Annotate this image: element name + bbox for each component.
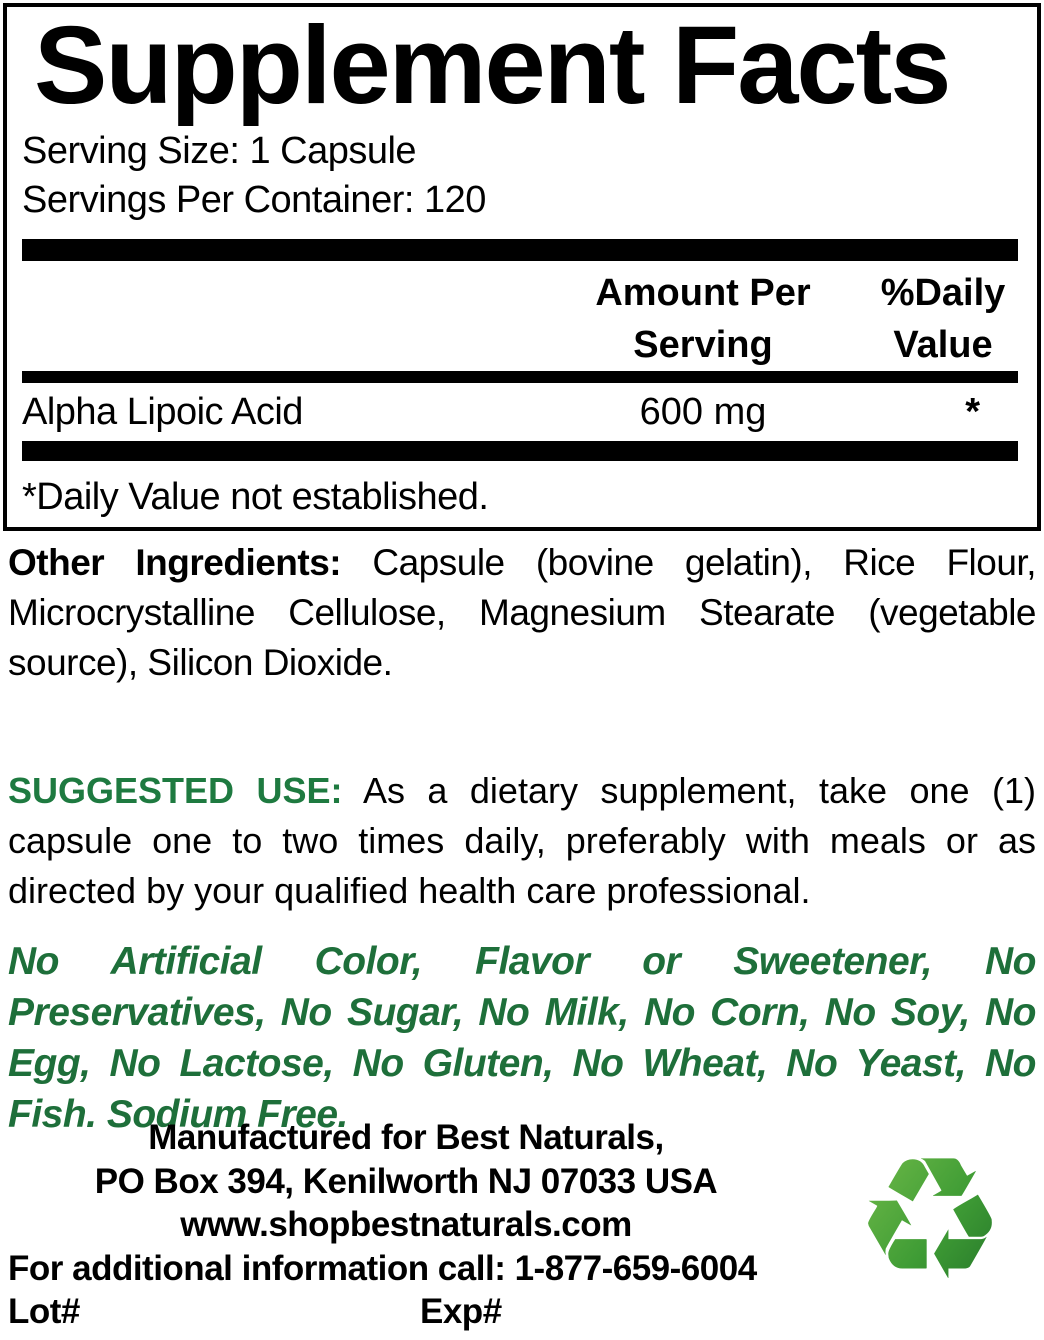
- lot-label: Lot#: [8, 1292, 80, 1331]
- serving-label: Serving: [633, 324, 773, 366]
- website-line: www.shopbestnaturals.com: [180, 1205, 632, 1244]
- divider-medium: [22, 371, 1018, 383]
- recycle-icon: [850, 1118, 1010, 1328]
- column-header-daily-value: [868, 267, 1018, 371]
- table-row-alpha-lipoic-acid: [22, 383, 1018, 441]
- column-header-amount-per-serving: [583, 267, 823, 371]
- suggested-use-text: As a dietary supplement, take one (1) capsule one to two times daily, preferably with meals or as directed by your qualified health care professional.: [8, 770, 1036, 911]
- table-header-row: [22, 267, 1018, 371]
- divider-thick-top: [22, 239, 1018, 261]
- phone-line: For additional information call: 1-877-659-6004: [8, 1248, 757, 1288]
- exp-label: Exp#: [420, 1292, 502, 1331]
- amount-per-label: Amount Per: [595, 272, 811, 314]
- ingredient-daily-value: *: [965, 391, 980, 433]
- other-ingredients-label: Other Ingredients:: [8, 542, 342, 583]
- address-line: PO Box 394, Kenilworth NJ 07033 USA: [94, 1161, 718, 1201]
- divider-thick-bottom: [22, 441, 1018, 461]
- suggested-use-label: SUGGESTED USE:: [8, 770, 343, 811]
- suggested-use-paragraph: [8, 766, 1036, 916]
- claims-paragraph: No Artificial Color, Flavor or Sweetener, No Preservatives, No Sugar, No Milk, No Corn, No Soy, No Egg, No Lactose, No Gluten, No Wheat, No Yeast, No Fish. Sodium Free.: [8, 940, 1036, 1136]
- recycle-glyph: ♻: [853, 1121, 1007, 1319]
- supplement-facts-panel: [3, 3, 1041, 531]
- manufactured-for-line: Manufactured for Best Naturals,: [148, 1118, 664, 1157]
- ingredient-name: Alpha Lipoic Acid: [22, 391, 303, 433]
- other-ingredients-paragraph: [8, 538, 1036, 688]
- other-ingredients-text: Capsule (bovine gelatin), Rice Flour, Microcrystalline Cellulose, Magnesium Stearate (vegetable source), Silicon Dioxide.: [8, 542, 1036, 683]
- serving-size: Serving Size: 1 Capsule: [22, 130, 417, 172]
- servings-per-container: Servings Per Container: 120: [22, 179, 486, 221]
- manufacturer-block: [0, 1116, 812, 1334]
- panel-title: Supplement Facts: [34, 4, 950, 127]
- ingredient-amount: 600 mg: [639, 391, 767, 433]
- percent-daily-label: %Daily: [880, 272, 1006, 314]
- daily-value-footnote: *Daily Value not established.: [22, 476, 489, 518]
- value-label: Value: [893, 324, 993, 366]
- lot-exp-row: [0, 1290, 812, 1334]
